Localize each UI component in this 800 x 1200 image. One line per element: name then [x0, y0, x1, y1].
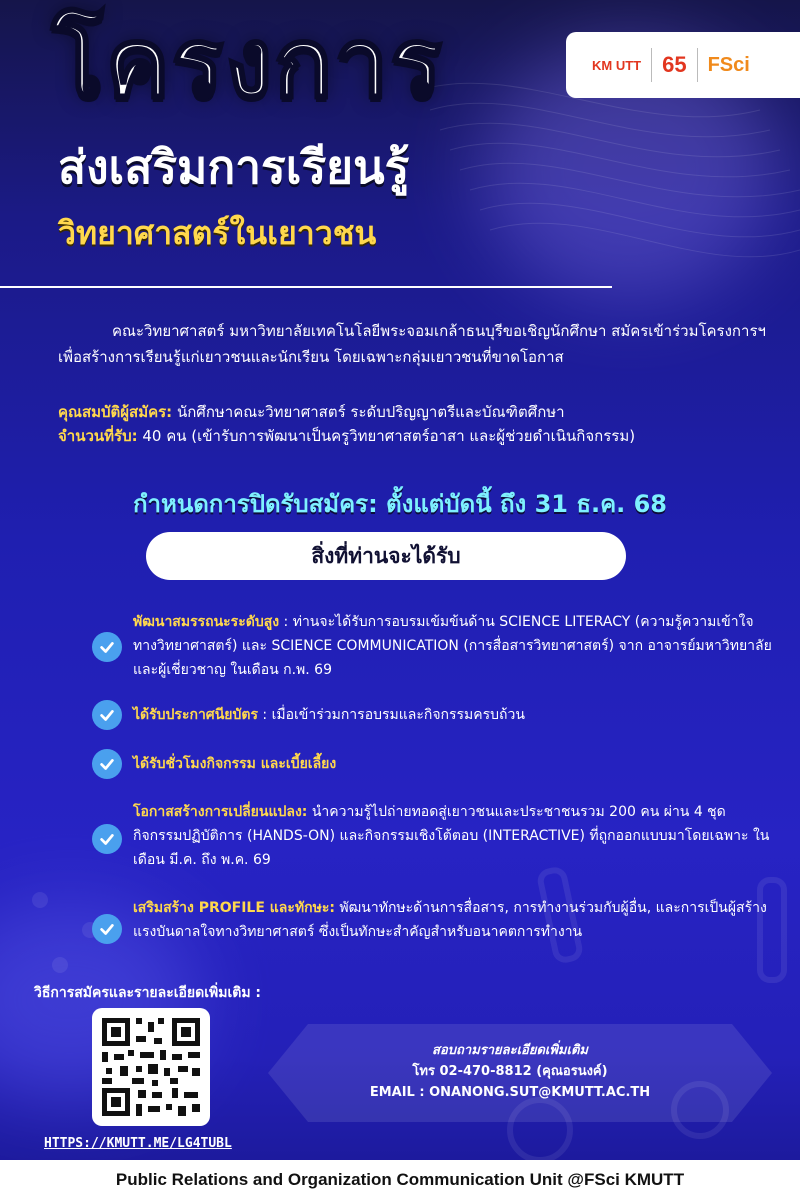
benefit-text: นำความรู้ไปถ่ายทอดสู่เยาวชนและประชาชนรวม 200 คน ผ่าน 4 ชุดกิจกรรมปฏิบัติการ (HANDS-ON) และกิจกรรมเชิงโต้ตอบ (INTERACTIVE) ที่ถูกออกแบบมาโดยเฉพาะ ในเดือน มี.ค. ถึง พ.ค. 69 — [133, 804, 770, 868]
benefit-item — [133, 703, 773, 727]
logo-bar — [566, 32, 800, 98]
qr-code-image — [92, 1008, 210, 1126]
check-icon — [92, 749, 122, 779]
qualification-value: นักศึกษาคณะวิทยาศาสตร์ ระดับปริญญาตรีและบัณฑิตศึกษา — [172, 403, 565, 421]
benefit-item — [133, 896, 773, 944]
check-icon — [92, 824, 122, 854]
contact-title: สอบถามรายละเอียดเพิ่มเติม — [432, 1043, 588, 1058]
fsci-logo: FSci — [707, 53, 750, 76]
check-icon — [92, 700, 122, 730]
benefit-item — [133, 800, 773, 872]
deadline-text: กำหนดการปิดรับสมัคร: ตั้งแต่บัดนี้ ถึง 31 ธ.ค. 68 — [132, 490, 668, 518]
page-subtitle: ส่งเสริมการเรียนรู้ — [58, 140, 410, 194]
benefit-title: พัฒนาสมรรถนะระดับสูง — [133, 614, 280, 630]
benefit-text: พัฒนาทักษะด้านการสื่อสาร, การทำงานร่วมกับผู้อื่น, และการเป็นผู้สร้างแรงบันดาลใจทางวิทยาศาสตร์ ซึ่งเป็นทักษะสำคัญสำหรับอนาคตการทำงาน — [133, 900, 767, 940]
contact-phone: โทร 02-470-8812 (คุณอรนงค์) — [412, 1064, 608, 1079]
logo-divider — [697, 48, 698, 82]
quota-value: 40 คน (เข้ารับการพัฒนาเป็นครูวิทยาศาสตร์อาสา และผู้ช่วยดำเนินกิจกรรม) — [137, 427, 636, 445]
howto-label: วิธีการสมัครและรายละเอียดเพิ่มเติม : — [34, 985, 262, 1001]
page-subtitle-secondary: วิทยาศาสตร์ในเยาวชน — [58, 214, 377, 252]
page-title: โครงการ — [52, 7, 444, 119]
check-icon — [92, 914, 122, 944]
quota-label: จำนวนที่รับ: — [58, 427, 138, 445]
footer-text: Public Relations and Organization Communication Unit @FSci KMUTT — [115, 1170, 685, 1189]
benefit-title: เสริมสร้าง PROFILE และทักษะ: — [133, 900, 335, 916]
intro-paragraph: คณะวิทยาศาสตร์ มหาวิทยาลัยเทคโนโลยีพระจอมเกล้าธนบุรีขอเชิญนักศึกษา สมัครเข้าร่วมโครงการฯ เพื่อสร้างการเรียนรู้แก่เยาวชนและนักเรียน โดยเฉพาะกลุ่มเยาวชนที่ขาดโอกาส — [58, 322, 766, 366]
benefit-item — [133, 610, 773, 682]
logo-divider — [651, 48, 652, 82]
qr-code[interactable] — [92, 1008, 210, 1126]
benefit-item — [133, 752, 773, 776]
contact-block — [300, 1040, 720, 1103]
benefits-heading: สิ่งที่ท่านจะได้รับ — [146, 532, 626, 580]
benefit-title: ได้รับชั่วโมงกิจกรรม และเบี้ยเลี้ยง — [133, 756, 337, 772]
qualification-block — [58, 400, 768, 448]
benefit-text: : เมื่อเข้าร่วมการอบรมและกิจกรรมครบถ้วน — [257, 707, 525, 723]
qualification-label: คุณสมบัติผู้สมัคร: — [58, 403, 173, 421]
anniversary-logo: 65 — [662, 52, 687, 77]
kmutt-logo: KM UTT — [592, 57, 642, 73]
check-icon — [92, 632, 122, 662]
quota-line — [58, 424, 768, 448]
registration-link[interactable]: HTTPS://KMUTT.ME/LG4TUBL — [44, 1136, 232, 1151]
footer-bar — [0, 1160, 800, 1200]
header-divider — [0, 286, 612, 288]
benefit-text: : ท่านจะได้รับการอบรมเข้มข้นด้าน SCIENCE LITERACY (ความรู้ความเข้าใจทางวิทยาศาสตร์) และ SCIENCE COMMUNICATION (การสื่อสารวิทยาศาสตร์) จาก อาจารย์มหาวิทยาลัยและผู้เชี่ยวชาญ ในเดือน ก.พ. 69 — [133, 614, 772, 678]
benefit-title: โอกาสสร้างการเปลี่ยนแปลง: — [133, 804, 308, 820]
benefit-title: ได้รับประกาศนียบัตร — [133, 707, 258, 723]
qualification-line — [58, 400, 768, 424]
contact-email[interactable]: EMAIL : ONANONG.SUT@KMUTT.AC.TH — [369, 1085, 651, 1100]
